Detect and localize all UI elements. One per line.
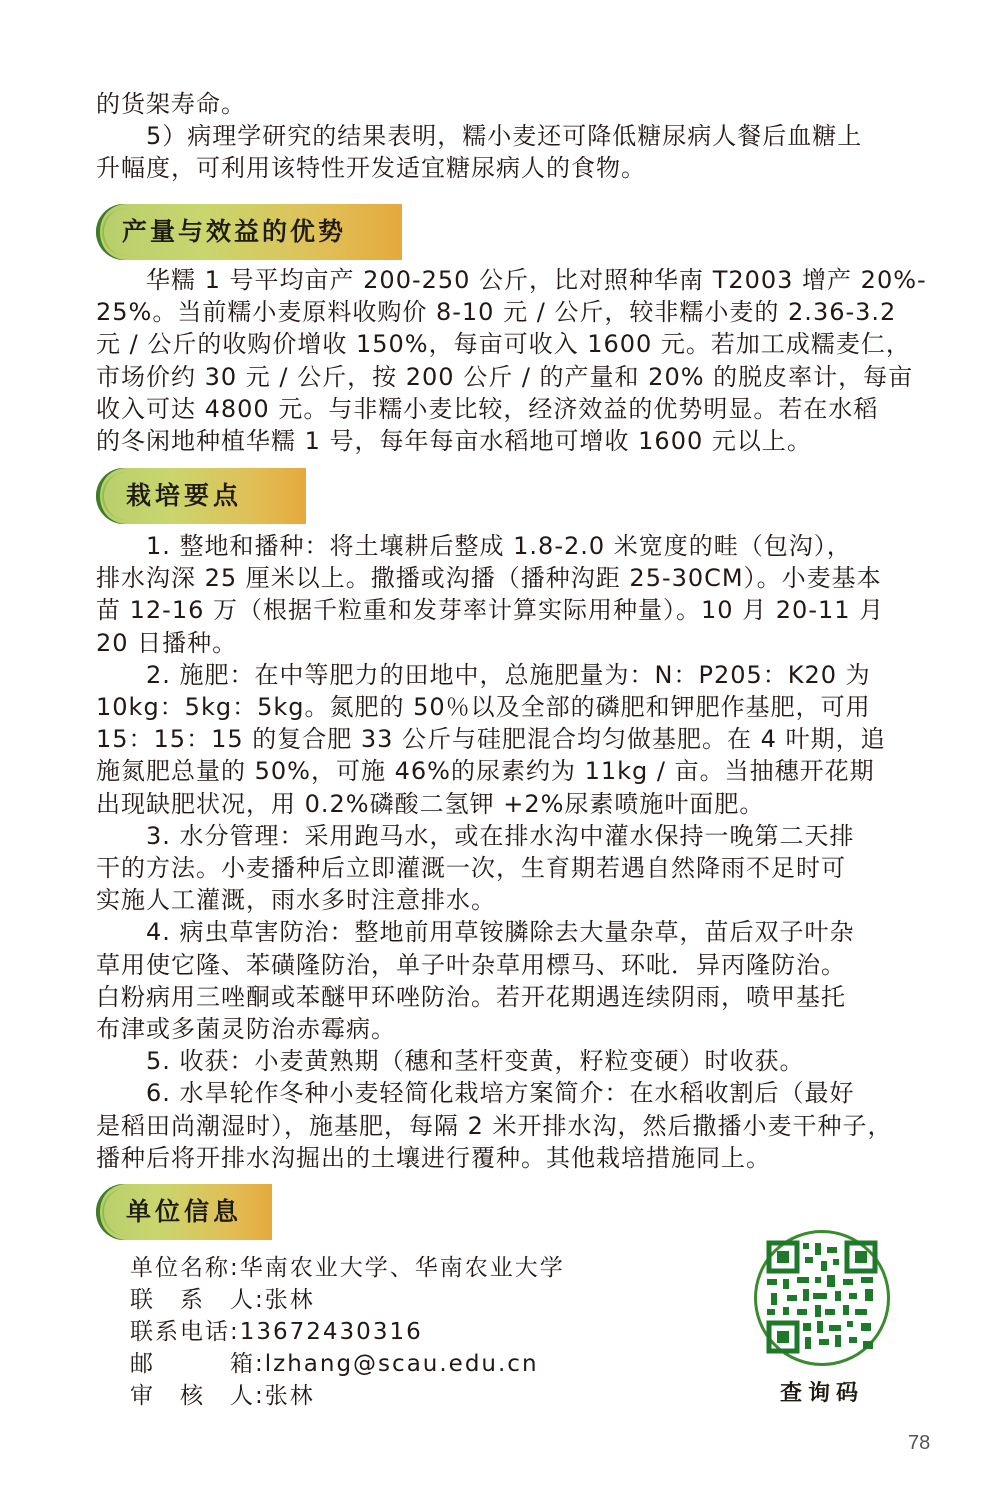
intro-line: 升幅度，可利用该特性开发适宜糖尿病人的食物。 [96, 154, 646, 183]
qr-code[interactable] [754, 1230, 890, 1366]
cultivation-line: 15：15：15 的复合肥 33 公斤与硅肥混合均匀做基肥。在 4 叶期，追 [96, 725, 886, 754]
section-title: 栽培要点 [126, 481, 243, 510]
cultivation-paragraph [96, 530, 912, 1174]
cultivation-line: 10kg：5kg：5kg。氮肥的 50％以及全部的磷肥和钾肥作基肥，可用 [96, 693, 871, 722]
cultivation-line: 白粉病用三唑酮或苯醚甲环唑防治。若开花期遇连续阴雨，喷甲基托 [96, 982, 846, 1011]
cultivation-line: 1. 整地和播种：将土壤耕后整成 1.8-2.0 米宽度的畦（包沟）， [146, 532, 852, 560]
cultivation-line: 是稻田尚潮湿时），施基肥，每隔 2 米开排水沟，然后撒播小麦干种子， [96, 1111, 893, 1140]
intro-paragraph [96, 88, 912, 185]
intro-line: 的货架寿命。 [96, 90, 246, 118]
cultivation-line: 施氮肥总量的 50%，可施 46%的尿素约为 11kg / 亩。当抽穗开花期 [96, 757, 875, 786]
qr-caption: 查询码 [779, 1381, 864, 1406]
contact-person-row: 联 系 人:张林 [130, 1287, 315, 1313]
cultivation-line: 播种后将开排水沟掘出的土壤进行覆种。其他栽培措施同上。 [96, 1143, 771, 1172]
phone-row: 联系电话:13672430316 [130, 1319, 423, 1345]
cultivation-line: 3. 水分管理：采用跑马水，或在排水沟中灌水保持一晚第二天排 [146, 821, 855, 850]
cultivation-line: 苗 12-16 万（根据千粒重和发芽率计算实际用种量）。10 月 20-11 月 [96, 596, 885, 625]
cultivation-line: 排水沟深 25 厘米以上。撒播或沟播（播种沟距 25-30CM）。小麦基本 [96, 564, 882, 593]
section-heading-yield [96, 204, 402, 260]
yield-line: 华糯 1 号平均亩产 200-250 公斤，比对照种华南 T2003 增产 20%- [146, 266, 927, 294]
cultivation-line: 2. 施肥：在中等肥力的田地中，总施肥量为：N：P205：K20 为 [146, 660, 871, 689]
yield-paragraph [96, 264, 927, 457]
cultivation-line: 6. 水旱轮作冬种小麦轻简化栽培方案简介：在水稻收割后（最好 [146, 1079, 855, 1108]
cultivation-line: 20 日播种。 [96, 628, 238, 657]
yield-line: 元 / 公斤的收购价增收 150%，每亩可收入 1600 元。若加工成糯麦仁， [96, 330, 911, 359]
cultivation-line: 4. 病虫草害防治：整地前用草铵膦除去大量杂草，苗后双子叶杂 [146, 918, 855, 947]
reviewer-row: 审 核 人:张林 [130, 1383, 315, 1409]
yield-line: 市场价约 30 元 / 公斤，按 200 公斤 / 的产量和 20% 的脱皮率计，每亩 [96, 362, 914, 391]
cultivation-line: 实施人工灌溉，雨水多时注意排水。 [96, 886, 496, 915]
yield-line: 的冬闲地种植华糯 1 号，每年每亩水稻地可增收 1600 元以上。 [96, 427, 812, 456]
section-heading-unit [96, 1184, 272, 1240]
unit-info [130, 1252, 565, 1412]
yield-line: 收入可达 4800 元。与非糯小麦比较，经济效益的优势明显。若在水稻 [96, 394, 879, 423]
section-title: 单位信息 [126, 1197, 243, 1226]
cultivation-line: 出现缺肥状况，用 0.2%磷酸二氢钾 +2%尿素喷施叶面肥。 [96, 789, 765, 818]
qr-code-icon [757, 1233, 887, 1363]
email-row: 邮 箱:lzhang@scau.edu.cn [130, 1351, 539, 1377]
cultivation-line: 5. 收获：小麦黄熟期（穗和茎杆变黄，籽粒变硬）时收获。 [146, 1047, 805, 1076]
cultivation-line: 草用使它隆、苯磺隆防治，单子叶杂草用標马、环吡．异丙隆防治。 [96, 950, 846, 979]
page-number: 78 [908, 1432, 931, 1454]
yield-line: 25%。当前糯小麦原料收购价 8-10 元 / 公斤，较非糯小麦的 2.36-3.2 [96, 298, 897, 327]
unit-name-row: 单位名称:华南农业大学、华南农业大学 [130, 1255, 565, 1281]
intro-line: 5）病理学研究的结果表明，糯小麦还可降低糖尿病人餐后血糖上 [146, 122, 863, 151]
section-title: 产量与效益的优势 [122, 217, 347, 246]
cultivation-line: 干的方法。小麦播种后立即灌溉一次，生育期若遇自然降雨不足时可 [96, 854, 846, 883]
section-heading-cultivation [96, 468, 306, 524]
cultivation-line: 布津或多菌灵防治赤霉病。 [96, 1015, 396, 1044]
